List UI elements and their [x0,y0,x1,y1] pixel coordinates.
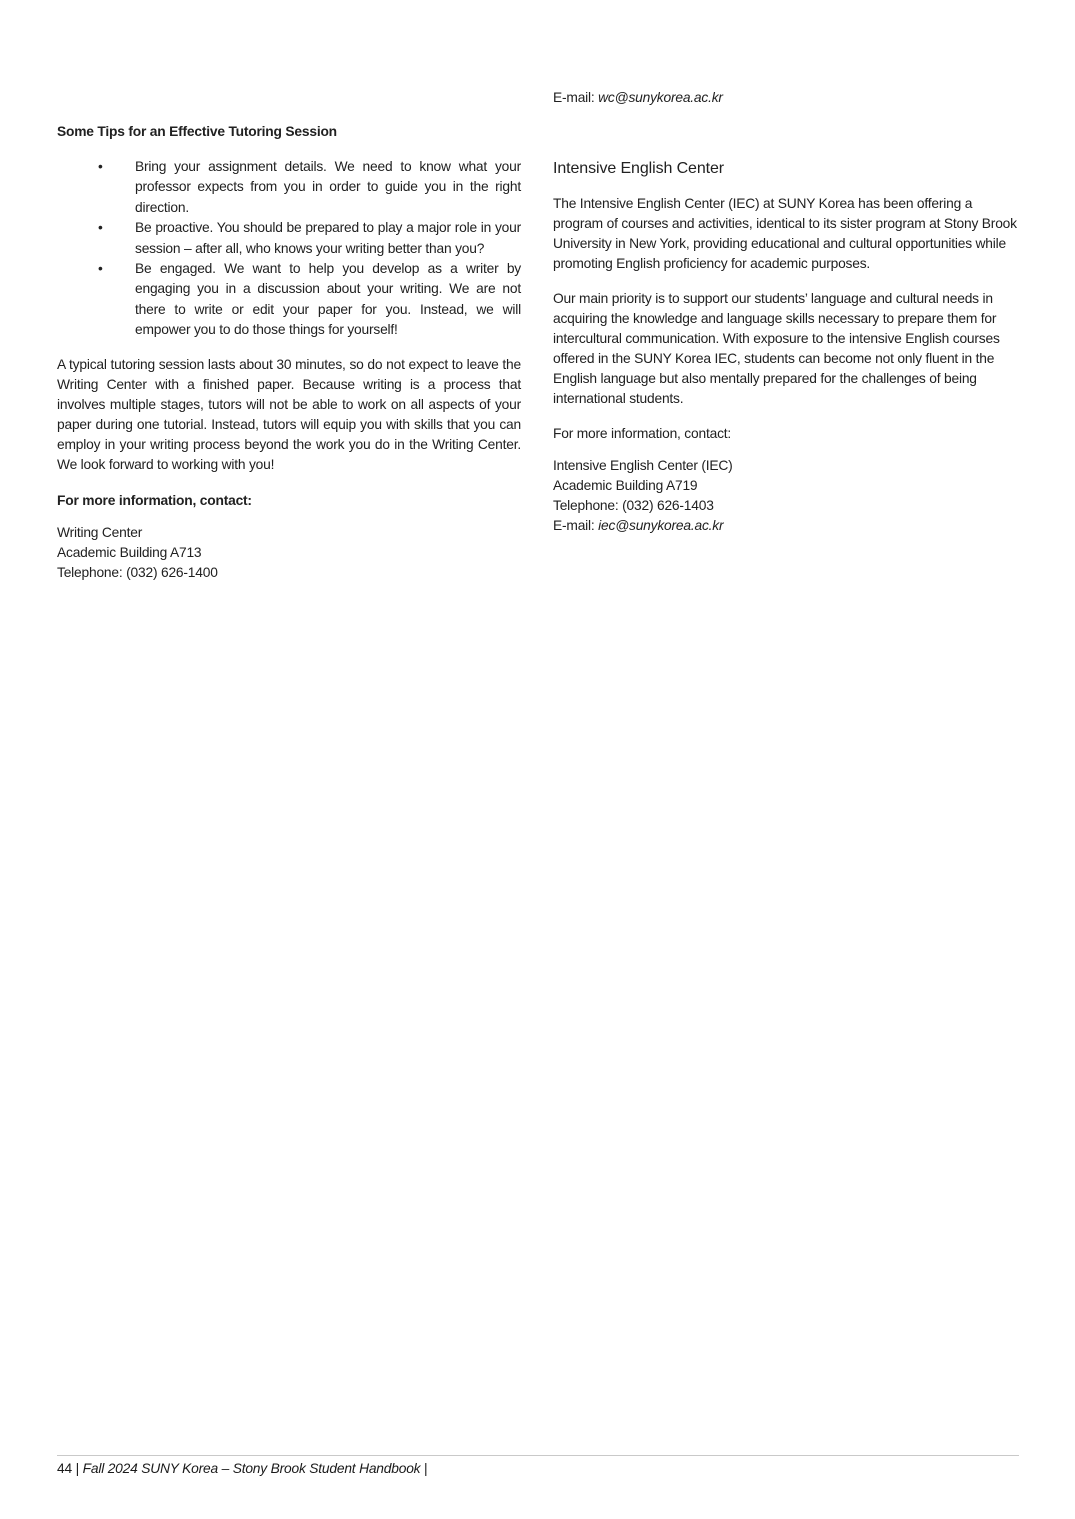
contact-line-email [553,516,1019,536]
iec-contact-block [553,456,1019,536]
bullet-icon: • [98,220,103,236]
tips-bullet-list [57,157,521,341]
page-footer [57,1459,427,1479]
iec-section-heading: Intensive English Center [553,160,725,177]
footer-page-number: 44 [57,1461,72,1476]
iec-contact-heading: For more information, contact: [553,426,732,441]
list-item [57,259,521,341]
footer-divider-line [57,1455,1019,1456]
iec-intro-paragraph: The Intensive English Center (IEC) at SUNY Korea has been offering a program of courses and activities, identical to its sister program at Stony Brook University in New York, providing educational and cultural opportunities while promoting English proficiency for academic purposes. [553,196,1017,271]
writing-center-contact-block [57,523,521,583]
contact-line-building: Academic Building A719 [553,478,698,493]
left-column [57,0,521,583]
contact-line-telephone: Telephone: (032) 626-1400 [57,564,218,580]
contact-line-telephone: Telephone: (032) 626-1403 [553,498,714,513]
tutoring-session-paragraph: A typical tutoring session lasts about 30 minutes, so do not expect to leave the Writing Center with a finished paper. Because writing is a process that involves multiple stages, tutors will not be able to work on all aspects of your paper during one tutorial. Instead, tutors will equip you with skills that you can employ in your writing process beyond the work you do in the Writing Center. We look forward to working with you! [57,356,521,472]
contact-line-building: Academic Building A713 [57,544,202,560]
list-item [57,218,521,259]
writing-center-email-line [553,88,1019,108]
tips-section-heading: Some Tips for an Effective Tutoring Session [57,124,337,139]
bullet-icon: • [98,261,103,277]
footer-trailing-divider: | [424,1461,428,1476]
writing-center-contact-heading: For more information, contact: [57,492,252,508]
right-column [553,0,1019,536]
bullet-icon: • [98,159,103,174]
contact-line-name: Writing Center [57,524,143,540]
iec-email-address: iec@sunykorea.ac.kr [598,518,724,533]
footer-divider: | [75,1461,79,1476]
footer-handbook-title: Fall 2024 SUNY Korea – Stony Brook Student Handbook [82,1461,421,1476]
bullet-text: Be proactive. You should be prepared to play a major role in your session – after all, who knows your writing better than you? [135,220,521,256]
bullet-text: Be engaged. We want to help you develop as a writer by engaging you in a discussion about your writing. We are not there to write or edit your paper for you. Instead, we will empower you to do those things for yourself! [135,261,521,338]
writing-center-email-address: wc@sunykorea.ac.kr [598,90,723,105]
contact-line-name: Intensive English Center (IEC) [553,458,733,473]
email-label: E-mail: [553,518,599,533]
email-label: E-mail: [553,90,599,105]
bullet-text: Bring your assignment details. We need to know what your professor expects from you in order to guide you in the right direction. [135,159,521,215]
iec-priority-paragraph: Our main priority is to support our students’ language and cultural needs in acquiring the knowledge and language skills necessary to prepare them for intercultural communication. With exposure to the intensive English courses offered in the SUNY Korea IEC, students can become not only fluent in the English language but also mentally prepared for the challenges of being international students. [553,291,1000,406]
list-item [57,157,521,218]
